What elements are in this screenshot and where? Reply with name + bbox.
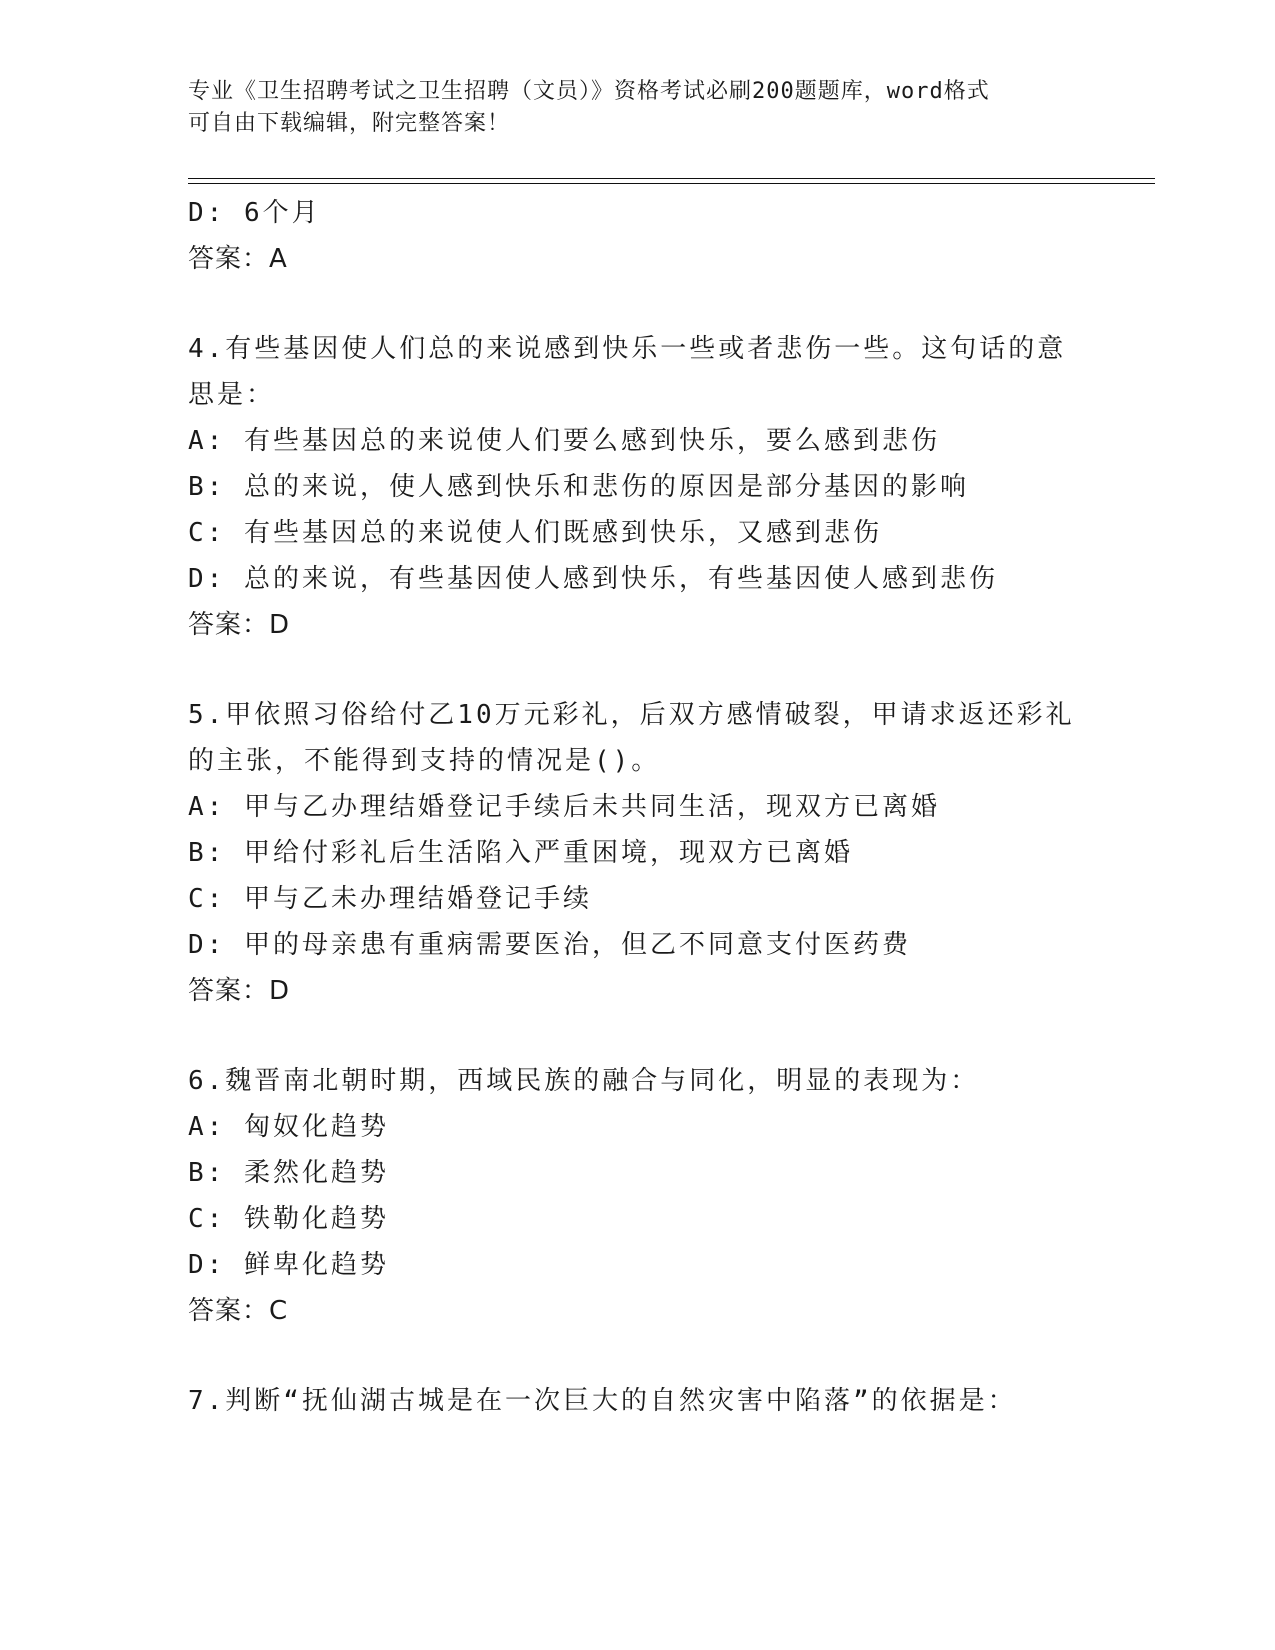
question-stem: 7.判断“抚仙湖古城是在一次巨大的自然灾害中陷落”的依据是： <box>188 1386 1017 1416</box>
header-title-line1: 专业《卫生招聘考试之卫生招聘（文员）》资格考试必刷200题题库，word格式 <box>188 79 990 104</box>
option-b: B: 柔然化趋势 <box>188 1158 389 1188</box>
question-6 <box>188 1058 1128 1334</box>
prev-option-d: D: 6个月 <box>188 198 321 228</box>
prev-answer: 答案：A <box>188 244 288 274</box>
spacer <box>188 1334 1128 1378</box>
option-b: B: 总的来说，使人感到快乐和悲伤的原因是部分基因的影响 <box>188 472 969 502</box>
question-stem-cont: 思是： <box>188 380 276 410</box>
question-list <box>188 190 1128 1424</box>
spacer <box>188 1014 1128 1058</box>
question-stem: 6.魏晋南北朝时期，西域民族的融合与同化，明显的表现为： <box>188 1066 980 1096</box>
option-c: C: 有些基因总的来说使人们既感到快乐，又感到悲伤 <box>188 518 882 548</box>
spacer <box>188 648 1128 692</box>
option-a: A: 有些基因总的来说使人们要么感到快乐，要么感到悲伤 <box>188 426 940 456</box>
answer: 答案：C <box>188 1296 289 1326</box>
question-stem: 4.有些基因使人们总的来说感到快乐一些或者悲伤一些。这句话的意 <box>188 334 1067 364</box>
question-7 <box>188 1378 1128 1424</box>
question-4 <box>188 326 1128 648</box>
page-header <box>188 76 1088 140</box>
option-d: D: 总的来说，有些基因使人感到快乐，有些基因使人感到悲伤 <box>188 564 998 594</box>
question-stem-cont: 的主张，不能得到支持的情况是()。 <box>188 746 661 776</box>
answer: 答案：D <box>188 610 291 640</box>
header-divider-top <box>188 178 1155 179</box>
answer: 答案：D <box>188 976 291 1006</box>
header-title-line2: 可自由下载编辑，附完整答案！ <box>188 111 511 136</box>
question-5 <box>188 692 1128 1014</box>
option-a: A: 匈奴化趋势 <box>188 1112 389 1142</box>
question-stem: 5.甲依照习俗给付乙10万元彩礼，后双方感情破裂，甲请求返还彩礼 <box>188 700 1075 730</box>
option-c: C: 甲与乙未办理结婚登记手续 <box>188 884 592 914</box>
option-d: D: 鲜卑化趋势 <box>188 1250 389 1280</box>
header-divider-bottom <box>188 183 1155 184</box>
spacer <box>188 282 1128 326</box>
option-d: D: 甲的母亲患有重病需要医治，但乙不同意支付医药费 <box>188 930 911 960</box>
option-a: A: 甲与乙办理结婚登记手续后未共同生活，现双方已离婚 <box>188 792 940 822</box>
option-c: C: 铁勒化趋势 <box>188 1204 389 1234</box>
option-b: B: 甲给付彩礼后生活陷入严重困境，现双方已离婚 <box>188 838 853 868</box>
